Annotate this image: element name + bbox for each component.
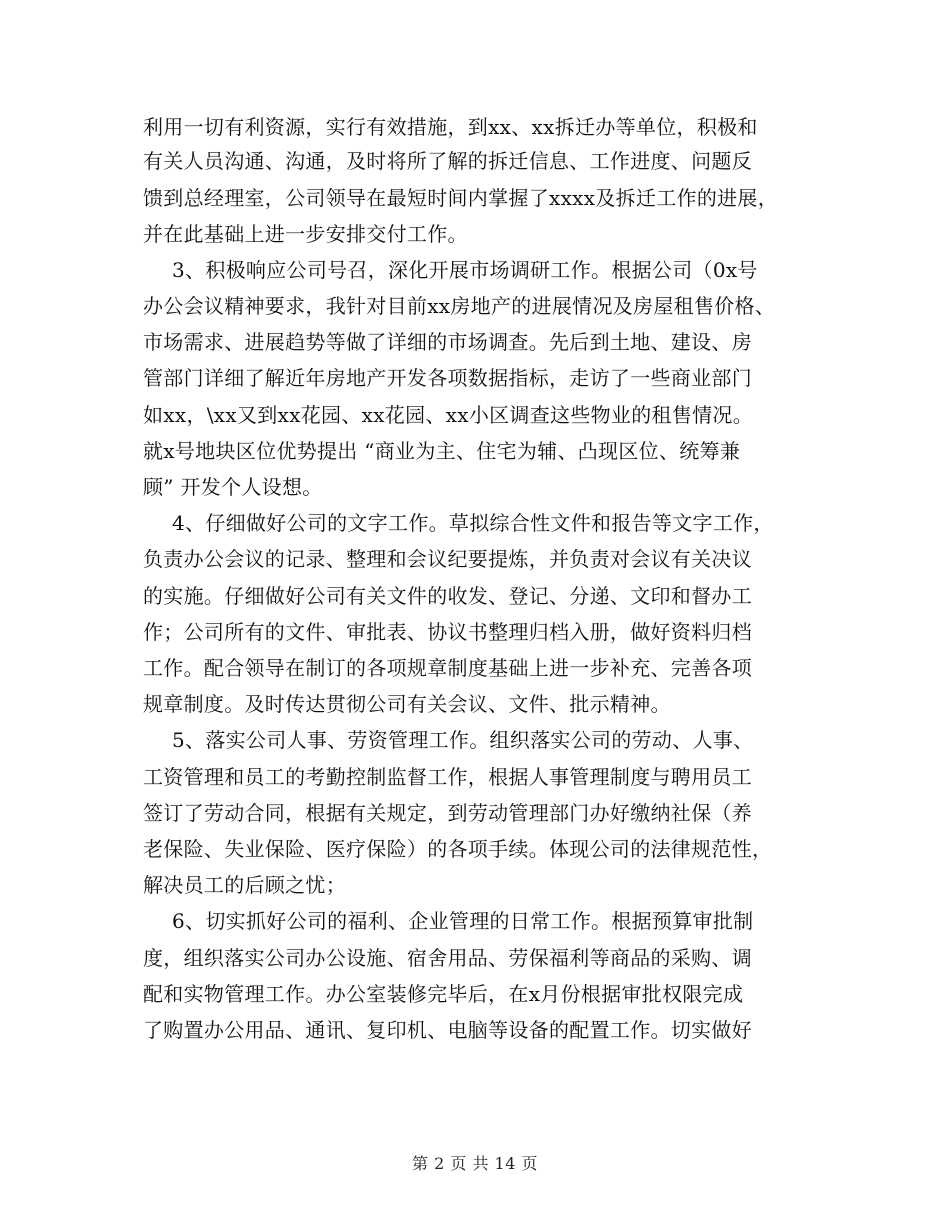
text-line: 签订了劳动合同，根据有关规定，到劳动管理部门办好缴纳社保（养 bbox=[143, 801, 752, 825]
text-line: 顾” 开发个人设想。 bbox=[143, 475, 323, 499]
paragraph-4-first-line: 4、仔细做好公司的文字工作。草拟综合性文件和报告等文字工作， bbox=[172, 511, 774, 535]
text-line: 并在此基础上进一步安排交付工作。 bbox=[143, 222, 468, 246]
text-line: 工作。配合领导在制订的各项规章制度基础上进一步补充、完善各项 bbox=[143, 656, 752, 680]
text-line: 馈到总经理室，公司领导在最短时间内掌握了xxxx及拆迁工作的进展， bbox=[143, 186, 779, 210]
text-line: 老保险、失业保险、医疗保险）的各项手续。体现公司的法律规范性， bbox=[143, 837, 773, 861]
text-line: 市场需求、进展趋势等做了详细的市场调查。先后到土地、建设、房 bbox=[143, 330, 752, 354]
text-line: 规章制度。及时传达贯彻公司有关会议、文件、批示精神。 bbox=[143, 692, 671, 716]
text-line: 办公会议精神要求，我针对目前xx房地产的进展情况及房屋租售价格、 bbox=[143, 294, 776, 318]
text-line: 工资管理和员工的考勤控制监督工作，根据人事管理制度与聘用员工 bbox=[143, 765, 752, 789]
text-line: 的实施。仔细做好公司有关文件的收发、登记、分递、文印和督办工 bbox=[143, 584, 752, 608]
text-line: 如xx，\xx又到xx花园、xx花园、xx小区调查这些物业的租售情况。 bbox=[143, 403, 754, 427]
text-line: 作；公司所有的文件、审批表、协议书整理归档入册，做好资料归档 bbox=[143, 620, 752, 644]
text-line: 有关人员沟通、沟通，及时将所了解的拆迁信息、工作进度、问题反 bbox=[143, 149, 752, 173]
text-line: 管部门详细了解近年房地产开发各项数据指标，走访了一些商业部门 bbox=[143, 366, 752, 390]
text-line: 负责办公会议的记录、整理和会议纪要提炼，并负责对会议有关决议 bbox=[143, 547, 752, 571]
text-line: 解决员工的后顾之忧； bbox=[143, 873, 346, 897]
paragraph-3-first-line: 3、积极响应公司号召，深化开展市场调研工作。根据公司（0x号 bbox=[172, 258, 758, 282]
text-line: 度，组织落实公司办公设施、宿舍用品、劳保福利等商品的采购、调 bbox=[143, 946, 752, 970]
text-line: 了购置办公用品、通讯、复印机、电脑等设备的配置工作。切实做好 bbox=[143, 1018, 752, 1042]
paragraph-6-first-line: 6、切实抓好公司的福利、企业管理的日常工作。根据预算审批制 bbox=[172, 909, 754, 933]
page-number-footer: 第 2 页 共 14 页 bbox=[412, 1154, 538, 1173]
paragraph-5-first-line: 5、落实公司人事、劳资管理工作。组织落实公司的劳动、人事、 bbox=[172, 728, 754, 752]
text-line: 利用一切有利资源，实行有效措施，到xx、xx拆迁办等单位，积极和 bbox=[143, 115, 758, 139]
text-line: 就x号地块区位优势提出 “商业为主、住宅为辅、凸现区位、统筹兼 bbox=[143, 439, 741, 463]
text-line: 配和实物管理工作。办公室装修完毕后，在x月份根据审批权限完成 bbox=[143, 982, 744, 1006]
